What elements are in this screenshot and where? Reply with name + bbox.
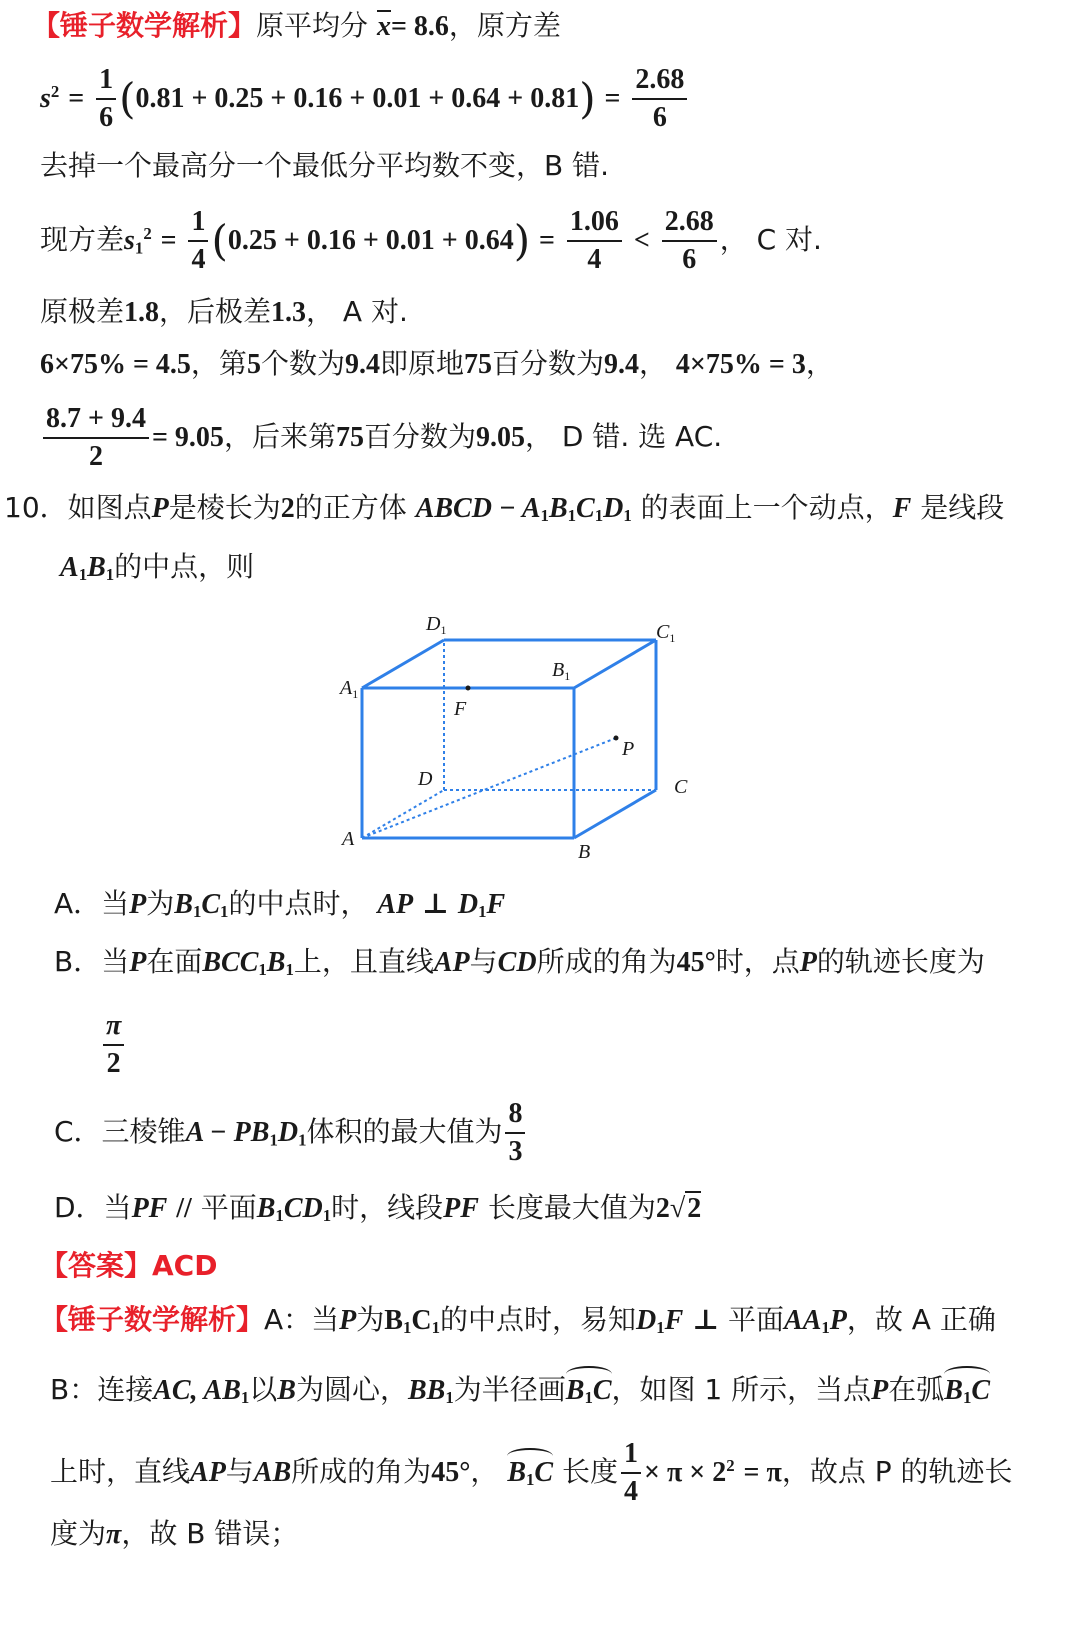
- solution-line-1: 【锤子数学解析】原平均分 x= 8.6，原方差: [32, 9, 561, 42]
- solution-line-3: 去掉一个最高分一个最低分平均数不变，B 错.: [40, 149, 610, 182]
- solution-line-5: 原极差1.8，后极差1.3， A 对.: [40, 295, 408, 328]
- cube-edge-D1A1: [362, 640, 444, 688]
- solution-line-6: 6×75% = 4.5，第5个数为9.4即原地75百分数为9.4， 4×75% = 3，: [40, 347, 834, 380]
- question-10-line-2: $A_1B_1$的中点，则: [60, 550, 255, 585]
- label-F: F: [454, 698, 467, 720]
- label-B1: $B_1$: [552, 659, 571, 683]
- arc-b1c: $B_1C$: [566, 1372, 612, 1405]
- option-b: B．当P在面$BCC_1B_1$上，且直线AP与CD所成的角为45°时，点P的轨迹长度为: [54, 945, 985, 980]
- cube-edge-AP: [362, 738, 616, 838]
- label-C1: $C_1$: [656, 621, 676, 645]
- solution-b-line-2: 上时，直线AP与AB所成的角为45°， $B_1C$ 长度 $\frac{1}{4}$ × $\pi \times 2^2 = \pi$，故点 P 的轨迹长: [50, 1438, 1013, 1508]
- question-10-line-1: 10．如图点P是棱长为2的正方体 ABCD − $A_1B_1C_1D_1$ 的表面上一个动点，F 是线段: [4, 491, 1005, 526]
- solution-tag: 【锤子数学解析】: [32, 9, 257, 42]
- solution-b-line-3: 度为π，故 B 错误；: [50, 1517, 299, 1550]
- solution-a: 【锤子数学解析】A：当P为$B_1C_1$的中点时，易知$D_1F$ ⊥ 平面$AA_1P$，故 A 正确: [40, 1303, 996, 1338]
- option-c: C．三棱锥$A - PB_1D_1$体积的最大值为 $\frac{8}{3}$: [54, 1098, 528, 1168]
- option-b-value: $\frac{\pi}{2}$: [100, 1010, 127, 1080]
- label-A1: $A_1$: [340, 677, 359, 701]
- mean-x: x: [376, 11, 391, 42]
- label-D: D: [418, 768, 433, 790]
- label-P: P: [622, 738, 635, 760]
- point-P: [614, 736, 619, 741]
- option-a: A．当P为$B_1C_1$的中点时， AP ⊥ $D_1F$: [54, 887, 506, 922]
- new-variance-formula: 现方差$s_1^2$ = $\frac{1}{4}$ (0.25 + 0.16 + 0.01 + 0.64) = $\frac{1.06}{4}$ < $\frac{2.68}{6}$ ， C 对.: [40, 206, 822, 276]
- variance-formula: $s^2$ = $\frac{1}{6}$ (0.81 + 0.25 + 0.16 + 0.01 + 0.64 + 0.81) = $\frac{2.68}{6}$: [40, 64, 690, 134]
- label-B: B: [578, 841, 591, 863]
- cube-edge-AD: [362, 790, 444, 838]
- label-C: C: [674, 776, 688, 798]
- option-d: D．当PF // 平面$B_1CD_1$时，线段PF 长度最大值为2√2: [54, 1191, 702, 1226]
- solution-b-line-1: B：连接AC, $AB_1$以B为圆心，$BB_1$为半径画$B_1C$，如图 1 所示，当点P在弧$B_1C$: [50, 1373, 991, 1408]
- answer-tag: 【答案】: [40, 1249, 153, 1282]
- solution-line-7: $\frac{8.7 + 9.4}{2}$ = 9.05，后来第75百分数为9.05， D 错. 选 AC.: [40, 403, 722, 473]
- answer-value: ACD: [152, 1249, 218, 1282]
- point-F: [466, 686, 471, 691]
- answer-line: [40, 1249, 218, 1282]
- label-D1: $D_1$: [426, 613, 447, 637]
- cube-edge-B1C1: [574, 640, 656, 688]
- cube-figure: [320, 600, 720, 870]
- cube-edge-BC: [574, 790, 656, 838]
- label-A: A: [342, 828, 355, 850]
